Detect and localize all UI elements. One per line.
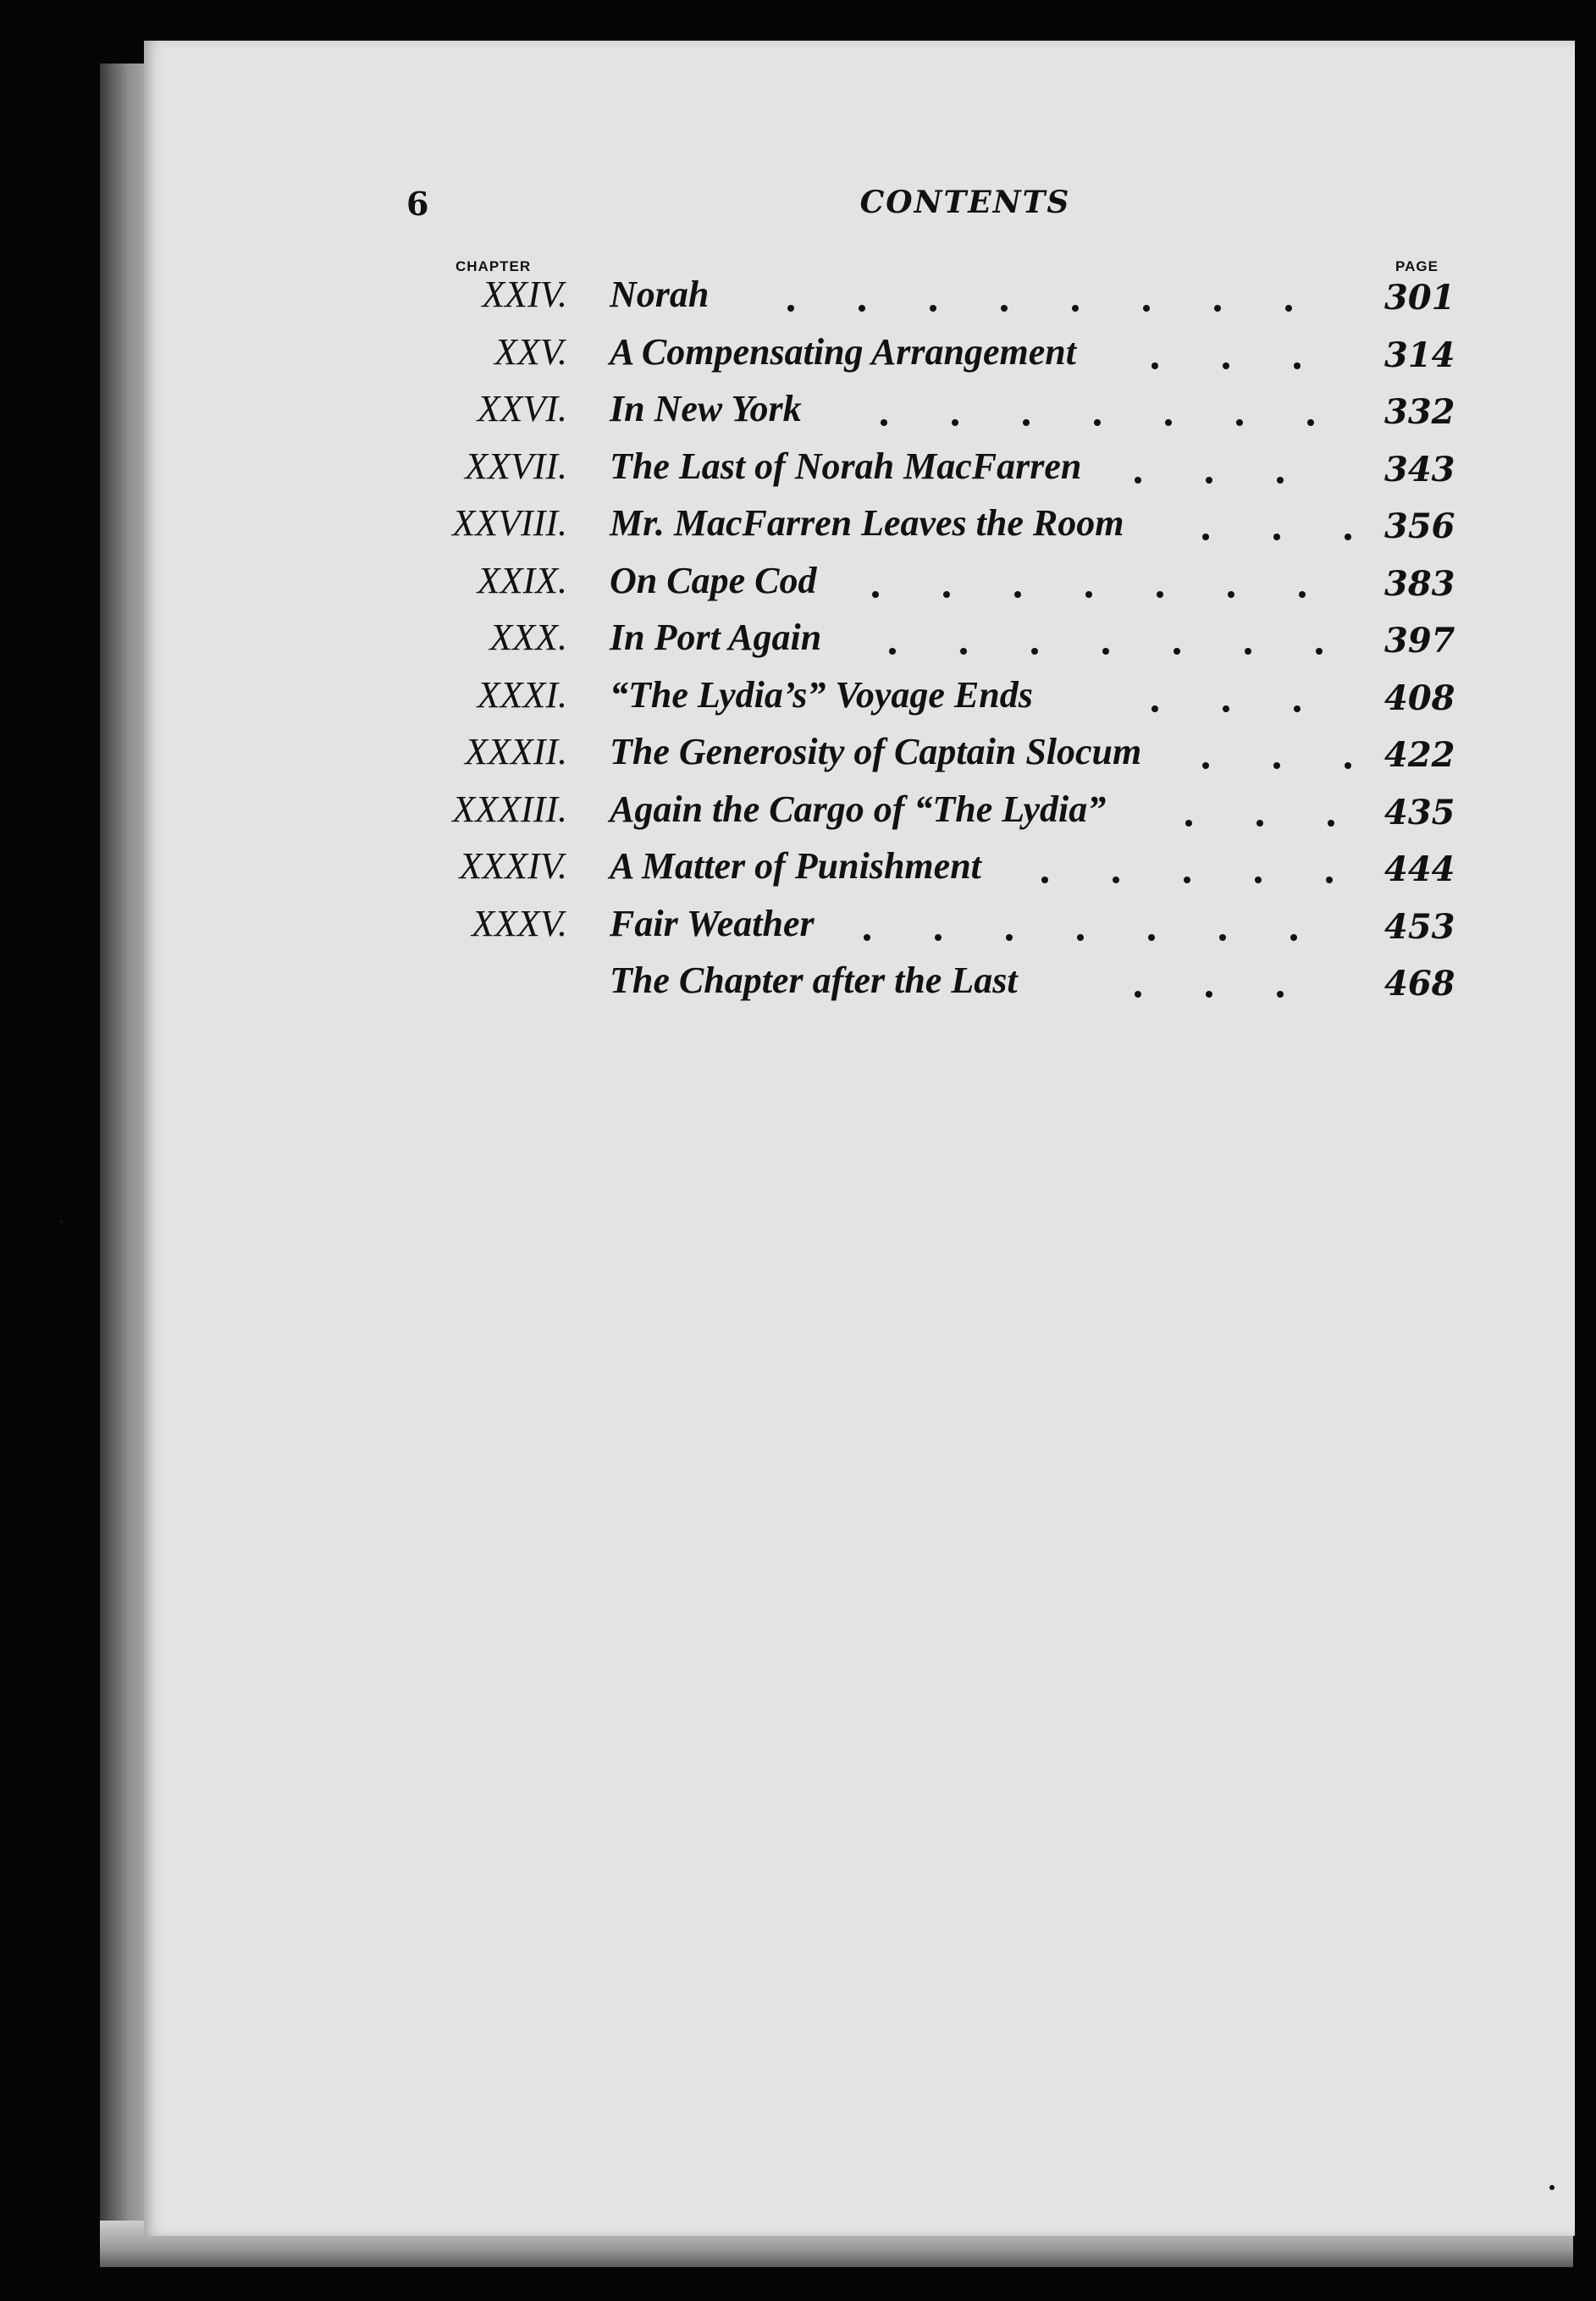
leader-dot <box>1277 991 1284 998</box>
leader-dot <box>1023 419 1030 426</box>
leader-dot <box>960 648 967 655</box>
leader-dot <box>1077 934 1084 941</box>
leader-dot <box>1094 419 1101 426</box>
leader-dot <box>1165 419 1172 426</box>
leader-dot <box>889 648 896 655</box>
leader-dot <box>1174 648 1180 655</box>
leader-dot <box>943 591 950 598</box>
leader-dot <box>1151 705 1158 712</box>
toc-entry <box>0 673 1596 729</box>
dot-leader <box>610 730 1389 781</box>
page-reference: 435 <box>1384 792 1455 832</box>
leader-dot <box>1185 820 1192 827</box>
chapter-title: Mr. MacFarren Leaves the Room <box>610 502 1124 544</box>
chapter-title: The Generosity of Captain Slocum <box>610 731 1142 772</box>
chapter-number: XXXI. <box>477 673 567 716</box>
leader-dot <box>1223 362 1229 369</box>
dot-leader <box>610 387 1389 438</box>
leader-dot <box>930 305 936 312</box>
leader-dot <box>1148 934 1155 941</box>
chapter-title: A Compensating Arrangement <box>610 330 1076 373</box>
chapter-number: XXIV. <box>482 274 567 315</box>
dot-leader <box>610 559 1389 610</box>
page-reference: 444 <box>1384 849 1455 889</box>
dot-leader <box>610 673 1389 724</box>
toc-entry <box>0 959 1596 1015</box>
dot-leader <box>610 844 1389 895</box>
leader-dot <box>1345 534 1351 540</box>
dot-leader <box>610 788 1389 838</box>
page-reference: 397 <box>1384 621 1455 661</box>
leader-dot <box>1157 591 1163 598</box>
leader-dot <box>1041 877 1048 883</box>
toc-entry <box>0 559 1596 615</box>
page-reference: 383 <box>1384 563 1455 604</box>
page-reference: 343 <box>1384 449 1455 490</box>
chapter-column-label: CHAPTER <box>456 258 532 274</box>
toc-entry <box>0 330 1596 386</box>
toc-entry <box>0 501 1596 557</box>
running-head: CONTENTS <box>859 185 1071 220</box>
leader-dot <box>787 305 794 312</box>
scan-speck <box>1549 2185 1555 2190</box>
toc-entry <box>0 788 1596 844</box>
dot-leader <box>610 501 1389 552</box>
leader-dot <box>1255 877 1262 883</box>
leader-dot <box>1245 648 1251 655</box>
dot-leader <box>610 330 1389 381</box>
leader-dot <box>1277 477 1284 484</box>
leader-dot <box>1006 934 1013 941</box>
chapter-title: On Cape Cod <box>610 559 817 601</box>
leader-dot <box>1135 477 1141 484</box>
leader-dot <box>1307 419 1314 426</box>
leader-dot <box>881 419 887 426</box>
leader-dot <box>1223 705 1229 712</box>
leader-dot <box>1151 362 1158 369</box>
leader-dot <box>1202 762 1209 769</box>
chapter-number: XXVII. <box>465 445 567 487</box>
chapter-number: XXV. <box>494 330 567 373</box>
dot-leader <box>610 445 1389 495</box>
page-reference: 408 <box>1384 678 1455 718</box>
leader-dot <box>859 305 865 312</box>
leader-dot <box>1345 762 1351 769</box>
leader-dot <box>1001 305 1008 312</box>
leader-dot <box>935 934 942 941</box>
leader-dot <box>1236 419 1243 426</box>
leader-dot <box>1219 934 1226 941</box>
leader-dot <box>1294 705 1301 712</box>
dot-leader <box>610 616 1389 667</box>
leader-dot <box>1294 362 1301 369</box>
chapter-number: XXXII. <box>465 731 567 772</box>
chapter-title: A Matter of Punishment <box>610 845 981 887</box>
dot-leader <box>610 959 1389 1009</box>
leader-dot <box>1328 820 1334 827</box>
chapter-number: XXVI. <box>477 388 567 429</box>
page-reference: 332 <box>1384 392 1455 432</box>
leader-dot <box>1290 934 1297 941</box>
leader-dot <box>952 419 958 426</box>
dot-leader <box>610 273 1389 324</box>
leader-dot <box>1214 305 1221 312</box>
page-reference: 468 <box>1384 964 1455 1004</box>
leader-dot <box>1285 305 1292 312</box>
leader-dot <box>1206 991 1212 998</box>
leader-dot <box>1256 820 1263 827</box>
leader-dot <box>1273 762 1280 769</box>
leader-dot <box>1228 591 1234 598</box>
leader-dot <box>1113 877 1119 883</box>
toc-entry <box>0 387 1596 443</box>
dot-leader <box>610 902 1389 953</box>
page-column-label: PAGE <box>1395 258 1439 274</box>
page-reference: 356 <box>1384 506 1455 546</box>
leader-dot <box>1014 591 1021 598</box>
leader-dot <box>1316 648 1323 655</box>
leader-dot <box>1299 591 1306 598</box>
toc-entry <box>0 730 1596 786</box>
toc-entry <box>0 844 1596 900</box>
chapter-number: XXXIII. <box>452 788 567 830</box>
chapter-title: Again the Cargo of “The Lydia” <box>610 788 1107 830</box>
leader-dot <box>1273 534 1280 540</box>
leader-dot <box>1085 591 1092 598</box>
chapter-title: The Chapter after the Last <box>610 960 1018 1001</box>
toc-entry <box>0 616 1596 672</box>
page-reference: 453 <box>1384 906 1455 947</box>
chapter-title: “The Lydia’s” Voyage Ends <box>610 673 1033 716</box>
leader-dot <box>1206 477 1212 484</box>
toc-entry <box>0 273 1596 329</box>
toc-entry <box>0 445 1596 501</box>
leader-dot <box>864 934 870 941</box>
chapter-title: Norah <box>610 274 710 315</box>
chapter-number: XXXV. <box>472 902 567 944</box>
chapter-title: The Last of Norah MacFarren <box>610 445 1082 487</box>
leader-dot <box>1202 534 1209 540</box>
leader-dot <box>1072 305 1079 312</box>
page-reference: 314 <box>1384 335 1455 375</box>
chapter-title: In Port Again <box>610 617 822 658</box>
chapter-title: Fair Weather <box>610 902 815 944</box>
leader-dot <box>1326 877 1333 883</box>
leader-dot <box>1031 648 1038 655</box>
chapter-number: XXX. <box>489 617 567 658</box>
toc-entry <box>0 902 1596 958</box>
page-reference: 422 <box>1384 735 1455 775</box>
leader-dot <box>1184 877 1190 883</box>
leader-dot <box>872 591 879 598</box>
chapter-number: XXIX. <box>477 559 567 601</box>
leader-dot <box>1102 648 1109 655</box>
scan-speck <box>59 1220 64 1224</box>
page-number: 6 <box>406 185 429 223</box>
leader-dot <box>1135 991 1141 998</box>
leader-dot <box>1143 305 1150 312</box>
chapter-title: In New York <box>610 388 802 429</box>
chapter-number: XXXIV. <box>459 845 567 887</box>
page-reference: 301 <box>1384 278 1455 318</box>
chapter-number: XXVIII. <box>452 502 567 544</box>
